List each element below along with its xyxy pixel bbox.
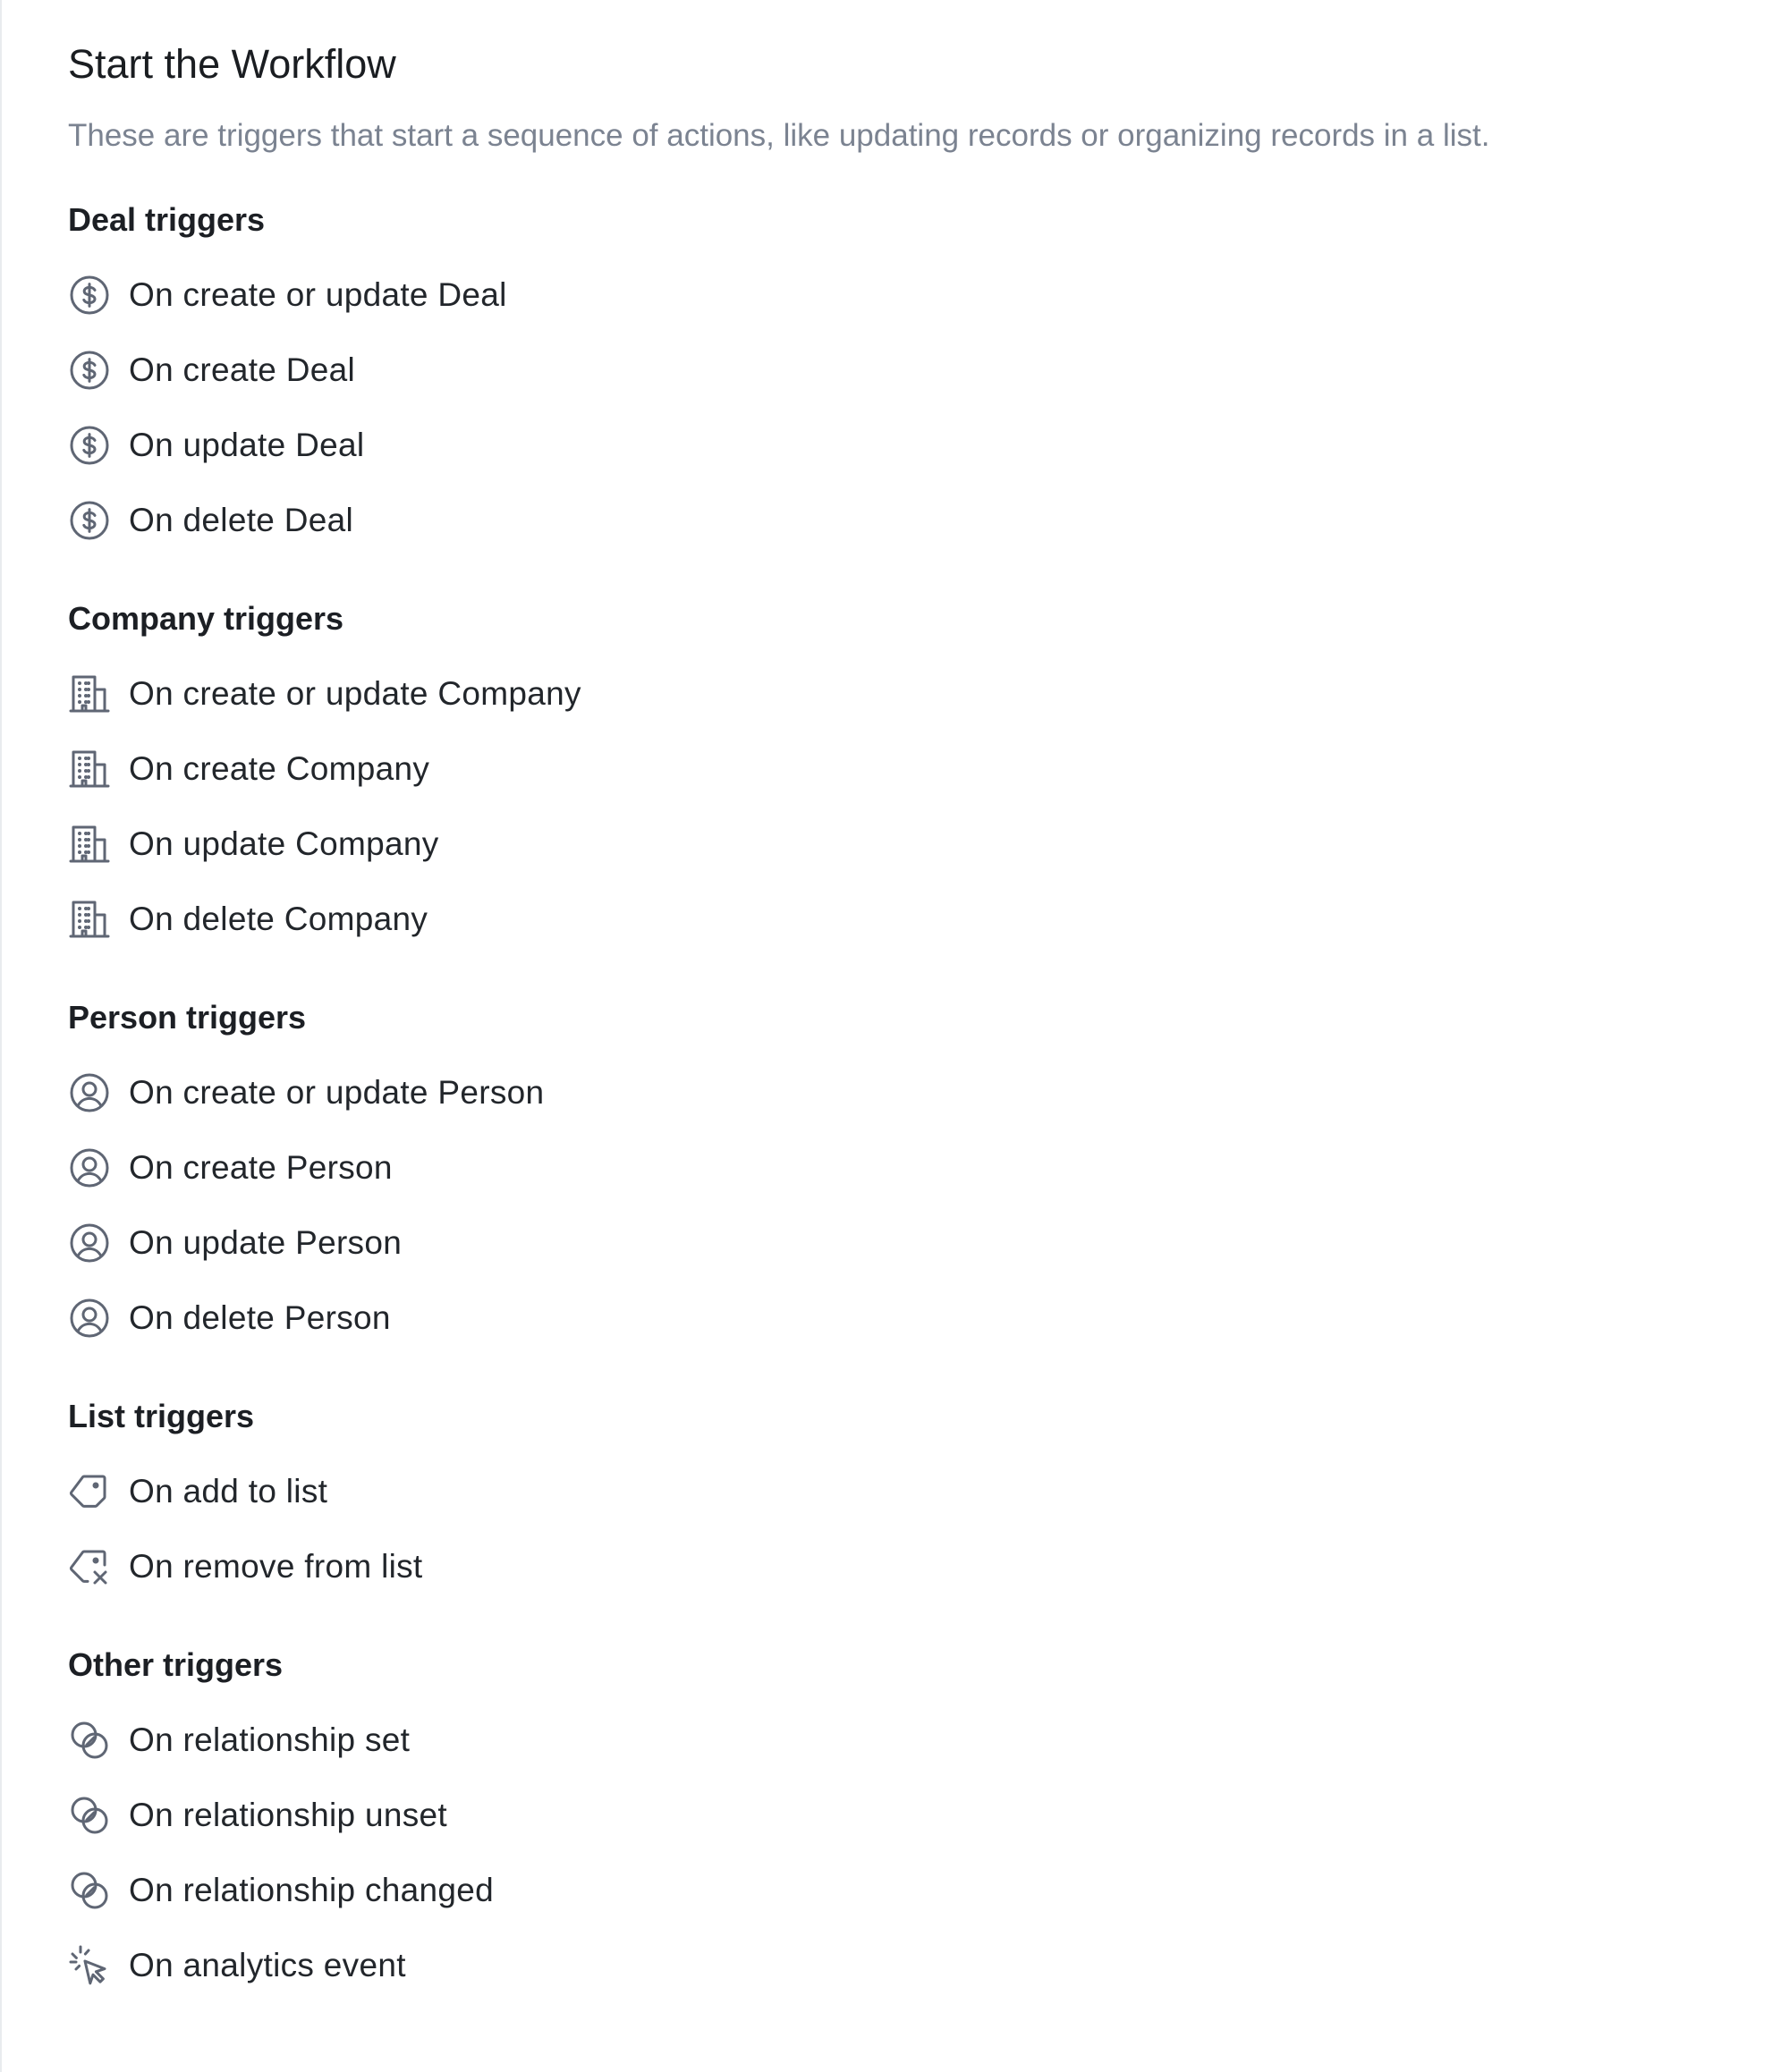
trigger-label: On create or update Person <box>129 1074 545 1111</box>
trigger-label: On relationship changed <box>129 1872 495 1908</box>
tag-x-icon <box>68 1545 111 1588</box>
building-icon <box>68 672 111 715</box>
link-circles-icon <box>68 1794 111 1837</box>
trigger-label: On remove from list <box>129 1548 423 1585</box>
building-icon <box>68 898 111 941</box>
section-title: Company triggers <box>68 600 344 637</box>
building-icon <box>68 823 111 866</box>
trigger-on-delete-deal[interactable] <box>68 483 1789 558</box>
trigger-on-create-or-update-company[interactable] <box>68 656 1789 732</box>
dollar-circle-icon <box>68 349 111 392</box>
trigger-on-create-person[interactable] <box>68 1130 1789 1205</box>
dollar-circle-icon <box>68 274 111 317</box>
trigger-on-add-to-list[interactable] <box>68 1454 1789 1529</box>
user-circle-icon <box>68 1297 111 1340</box>
dollar-circle-icon <box>68 424 111 467</box>
user-circle-icon <box>68 1146 111 1189</box>
trigger-label: On create or update Deal <box>129 276 507 313</box>
trigger-label: On create Company <box>129 750 430 787</box>
trigger-label: On delete Person <box>129 1299 391 1336</box>
trigger-on-delete-company[interactable] <box>68 882 1789 957</box>
cursor-click-icon <box>68 1944 111 1987</box>
other-triggers-section <box>68 1645 1789 2003</box>
trigger-label: On update Deal <box>129 427 365 463</box>
section-title: Person triggers <box>68 999 307 1036</box>
dollar-circle-icon <box>68 499 111 542</box>
trigger-on-relationship-set[interactable] <box>68 1703 1789 1778</box>
trigger-label: On analytics event <box>129 1947 406 1983</box>
link-circles-icon <box>68 1719 111 1762</box>
person-triggers-section <box>68 998 1789 1356</box>
trigger-on-analytics-event[interactable] <box>68 1928 1789 2003</box>
trigger-label: On create Deal <box>129 351 356 388</box>
list-triggers-section <box>68 1397 1789 1604</box>
trigger-on-create-or-update-person[interactable] <box>68 1055 1789 1130</box>
trigger-label: On create or update Company <box>129 675 581 712</box>
trigger-label: On relationship unset <box>129 1797 447 1833</box>
trigger-label: On update Person <box>129 1224 403 1261</box>
trigger-on-update-deal[interactable] <box>68 408 1789 483</box>
user-circle-icon <box>68 1222 111 1264</box>
trigger-label: On relationship set <box>129 1721 411 1758</box>
section-title: Deal triggers <box>68 201 266 238</box>
deal-triggers-section <box>68 200 1789 558</box>
trigger-on-create-company[interactable] <box>68 732 1789 807</box>
user-circle-icon <box>68 1071 111 1114</box>
trigger-on-update-person[interactable] <box>68 1205 1789 1281</box>
link-circles-icon <box>68 1869 111 1912</box>
trigger-on-delete-person[interactable] <box>68 1281 1789 1356</box>
trigger-on-remove-from-list[interactable] <box>68 1529 1789 1604</box>
trigger-label: On create Person <box>129 1149 393 1186</box>
trigger-on-create-or-update-deal[interactable] <box>68 258 1789 333</box>
trigger-label: On delete Company <box>129 901 428 937</box>
trigger-on-relationship-changed[interactable] <box>68 1853 1789 1928</box>
trigger-on-update-company[interactable] <box>68 807 1789 882</box>
section-title: List triggers <box>68 1398 255 1434</box>
company-triggers-section <box>68 599 1789 957</box>
trigger-label: On update Company <box>129 825 439 862</box>
tag-icon <box>68 1470 111 1513</box>
section-title: Other triggers <box>68 1646 284 1683</box>
trigger-on-create-deal[interactable] <box>68 333 1789 408</box>
building-icon <box>68 748 111 791</box>
page-title: Start the Workflow <box>68 41 396 87</box>
trigger-label: On add to list <box>129 1473 328 1510</box>
page-subtitle: These are triggers that start a sequence of actions, like updating records or organizing records in a list. <box>68 118 1490 153</box>
trigger-on-relationship-unset[interactable] <box>68 1778 1789 1853</box>
trigger-label: On delete Deal <box>129 502 354 538</box>
